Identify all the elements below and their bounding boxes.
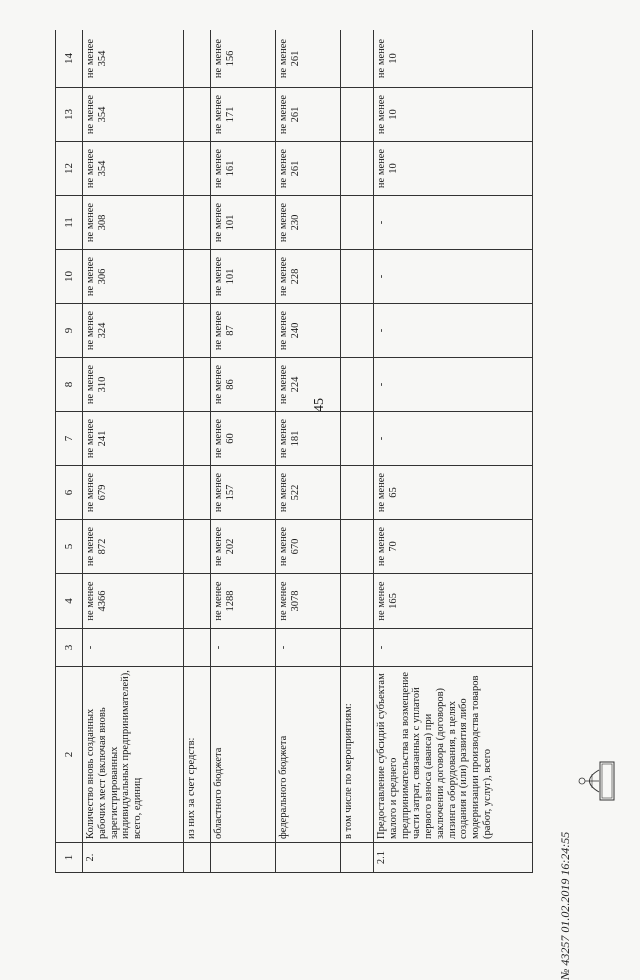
row-col3: - (276, 629, 341, 667)
row-label: Предоставление субсидий субъектам малого и среднего предпринимательства на возмещение части затрат, связанных с уплатой первого взноса (аванса) при заключении договора (договоров) лизинга оборудования, в целях создания и (или) развития либо модернизации производства товаров (работ, услуг), всего (374, 667, 533, 843)
value-cell: не менее 202 (211, 520, 276, 574)
value-cell: не менее 228 (276, 250, 341, 304)
header-cell: 3 (56, 629, 83, 667)
header-cell: 7 (56, 412, 83, 466)
row-number: 2. (83, 843, 184, 873)
value-cell: не менее 670 (276, 520, 341, 574)
row-label: Количество вновь созданных рабочих мест (включая вновь зарегистрированных индивидуальных предпринимателей), всего, единиц (83, 667, 184, 843)
value-cell: не менее 240 (276, 304, 341, 358)
row-number: 2.1 (374, 843, 533, 873)
row-label: федерального бюджета (276, 667, 341, 843)
value-cell: не менее 101 (211, 250, 276, 304)
value-cell: не менее 261 (276, 30, 341, 88)
value-cell: - (374, 250, 533, 304)
value-cell: не менее 306 (83, 250, 184, 304)
value-cell: не менее 261 (276, 88, 341, 142)
value-cell: не менее 3078 (276, 574, 341, 629)
value-cell (341, 304, 374, 358)
row-label: из них за счет средств: (184, 667, 211, 843)
value-cell: не менее 354 (83, 30, 184, 88)
value-cell: не менее 87 (211, 304, 276, 358)
value-cell (184, 304, 211, 358)
value-cell (341, 412, 374, 466)
row-col3: - (83, 629, 184, 667)
table-row (83, 30, 184, 873)
value-cell: не менее 10 (374, 30, 533, 88)
header-cell: 13 (56, 88, 83, 142)
value-cell (184, 358, 211, 412)
value-cell (184, 574, 211, 629)
value-cell: не менее 310 (83, 358, 184, 412)
value-cell: не менее 261 (276, 142, 341, 196)
value-cell (341, 574, 374, 629)
row-col3: - (211, 629, 276, 667)
value-cell (184, 466, 211, 520)
value-cell: не менее 1288 (211, 574, 276, 629)
row-col3: - (374, 629, 533, 667)
value-cell (184, 520, 211, 574)
value-cell: не менее 60 (211, 412, 276, 466)
value-cell: - (374, 412, 533, 466)
row-col3 (341, 629, 374, 667)
value-cell: не менее 181 (276, 412, 341, 466)
value-cell (184, 250, 211, 304)
value-cell (341, 142, 374, 196)
value-cell: - (374, 196, 533, 250)
value-cell: не менее 156 (211, 30, 276, 88)
header-cell: 10 (56, 250, 83, 304)
table-row (341, 30, 374, 873)
value-cell (341, 250, 374, 304)
header-cell: 6 (56, 466, 83, 520)
value-cell: не менее 230 (276, 196, 341, 250)
row-number (184, 843, 211, 873)
value-cell: - (374, 304, 533, 358)
table-container (55, 30, 555, 873)
value-cell (184, 30, 211, 88)
header-cell: 2 (56, 667, 83, 843)
header-cell: 5 (56, 520, 83, 574)
value-cell (341, 196, 374, 250)
value-cell: не менее 354 (83, 142, 184, 196)
value-cell: не менее 241 (83, 412, 184, 466)
header-cell: 8 (56, 358, 83, 412)
value-cell (184, 412, 211, 466)
table-row (276, 30, 341, 873)
value-cell: не менее 171 (211, 88, 276, 142)
value-cell: не менее 354 (83, 88, 184, 142)
table-row (374, 30, 533, 873)
value-cell: не менее 10 (374, 142, 533, 196)
row-number (276, 843, 341, 873)
row-col3 (184, 629, 211, 667)
value-cell (184, 142, 211, 196)
header-row (56, 30, 83, 873)
row-number (341, 843, 374, 873)
header-cell: 12 (56, 142, 83, 196)
value-cell: не менее 161 (211, 142, 276, 196)
value-cell (184, 196, 211, 250)
header-cell: 4 (56, 574, 83, 629)
value-cell (341, 520, 374, 574)
value-cell: не менее 101 (211, 196, 276, 250)
value-cell (341, 88, 374, 142)
table-row (184, 30, 211, 873)
value-cell (341, 30, 374, 88)
header-cell: 11 (56, 196, 83, 250)
value-cell: не менее 157 (211, 466, 276, 520)
value-cell: не менее 65 (374, 466, 533, 520)
header-cell: 1 (56, 843, 83, 873)
value-cell: не менее 224 (276, 358, 341, 412)
value-cell: не менее 70 (374, 520, 533, 574)
value-cell: не менее 522 (276, 466, 341, 520)
header-cell: 9 (56, 304, 83, 358)
header-cell: 14 (56, 30, 83, 88)
row-label: в том числе по мероприятиям: (341, 667, 374, 843)
value-cell: не менее 679 (83, 466, 184, 520)
value-cell: не менее 308 (83, 196, 184, 250)
page-number: 45 (312, 398, 327, 412)
value-cell: не менее 86 (211, 358, 276, 412)
registration-stamp: № 43257 01.02.2019 16:24:55 (558, 831, 572, 980)
value-cell: не менее 10 (374, 88, 533, 142)
emblem-icon (572, 760, 618, 802)
row-number (211, 843, 276, 873)
indicators-table (55, 30, 533, 873)
value-cell: не менее 872 (83, 520, 184, 574)
value-cell (341, 358, 374, 412)
value-cell (184, 88, 211, 142)
row-label: областного бюджета (211, 667, 276, 843)
value-cell: не менее 4366 (83, 574, 184, 629)
value-cell: не менее 324 (83, 304, 184, 358)
value-cell: не менее 165 (374, 574, 533, 629)
value-cell (341, 466, 374, 520)
table-row (211, 30, 276, 873)
value-cell: - (374, 358, 533, 412)
